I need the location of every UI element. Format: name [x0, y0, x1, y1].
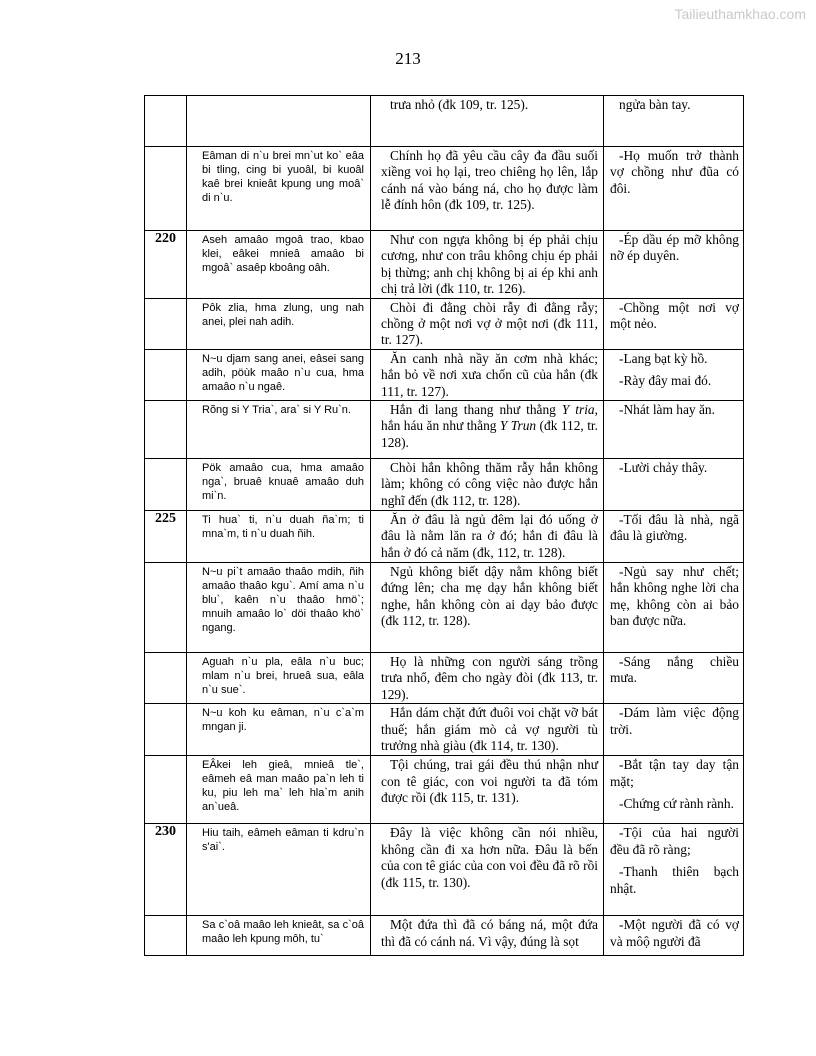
original-text: N~u koh ku eâman, n`u c`a`m mngan ji.: [187, 704, 371, 756]
translation-text: Chính họ đã yêu cầu cây đa đầu suối xiềng voi họ lại, treo chiêng họ lên, lắp cánh ná vào báng ná, cho họ được làm lễ đính hôn (đk 109, tr. 125).: [371, 147, 604, 231]
table-row: [145, 916, 744, 956]
translation-text: [371, 401, 604, 459]
original-text: Aseh amaâo mgoâ trao, kbao klei, eâkei mnieâ amaâo bi mgoâ` asaêp kboâng oâh.: [187, 231, 371, 299]
translation-part-italic: Y tria: [561, 402, 595, 418]
equivalent-text: [604, 756, 744, 824]
translation-text: Tội chúng, trai gái đều thú nhận như con tê giác, con voi người ta đã tóm được rồi (đk 115, tr. 131).: [371, 756, 604, 824]
table-row: [145, 147, 744, 231]
row-number: [145, 96, 187, 147]
translation-text: Như con ngựa không bị ép phải chịu cương, như con trâu không chịu ép phải bị thừng; anh chị không bị ai ép khi anh chị trả lời (đk 110, tr. 126).: [371, 231, 604, 299]
equivalent-line: -Bắt tận tay day tận mặt;: [610, 757, 739, 789]
equivalent-line: -Chứng cứ rành rành.: [619, 796, 734, 812]
translation-text: Hắn dám chặt đứt đuôi voi chặt vỡ bát thuế; hắn giám mò cả vợ người tù trưởng nhà giàu (đk 114, tr. 130).: [371, 704, 604, 756]
translation-text: Một đứa thì đã có báng ná, một đứa thì đã có cánh ná. Vì vậy, đúng là sọt: [371, 916, 604, 956]
row-number: [145, 298, 187, 349]
table-row: [145, 824, 744, 916]
row-number: [145, 401, 187, 459]
row-number: [145, 756, 187, 824]
original-text: Sa c`oâ maâo leh knieât, sa c`oâ maâo leh kpung môh, tu`: [187, 916, 371, 956]
equivalent-line: -Tối đâu là nhà, ngã đâu là giường.: [610, 512, 739, 544]
table-row: [145, 298, 744, 349]
equivalent-line: -Tội của hai người đều đã rõ ràng;: [610, 825, 739, 857]
translation-text: Ăn canh nhà nầy ăn cơm nhà khác; hắn bỏ về nơi xưa chốn cũ của hắn (đk 111, tr. 127).: [371, 349, 604, 400]
equivalent-line: -Rày đây mai đó.: [619, 373, 712, 389]
equivalent-line: -Thanh thiên bạch nhật.: [610, 864, 739, 896]
row-number: [145, 459, 187, 511]
proverb-table: [144, 95, 744, 956]
table-row: [145, 349, 744, 400]
original-text: Pôk zlia, hma zlung, ung nah anei, plei nah adih.: [187, 298, 371, 349]
translation-text: Ăn ở đâu là ngủ đêm lại đó uống ở đâu là nằm lăn ra ở đó; hắn đi đâu là hắn ở đó cả năm (đk, 112, tr. 128).: [371, 511, 604, 563]
equivalent-text: [604, 401, 744, 459]
equivalent-line: -Nhát làm hay ăn.: [619, 402, 715, 418]
row-number: [145, 563, 187, 653]
translation-text: Đây là việc không cần nói nhiều, không cần đi xa hơn nữa. Đâu là bến của con tê giác của con voi đều đã rõ rồi (đk 115, tr. 130).: [371, 824, 604, 916]
equivalent-text: [604, 231, 744, 299]
equivalent-line: -Lang bạt kỳ hồ.: [619, 350, 708, 366]
translation-text: Ngủ không biết dậy nằm không biết đứng lên; cha mẹ dạy hắn không biết nghe, hắn không còn ai dạy bảo được (đk 112, tr. 128).: [371, 563, 604, 653]
original-text: Eâman di n`u brei mn`ut ko` eâa bi tling, cing bi yuoâl, bi kuoâl kaê brei knieât kpung ung moâ` di n`u.: [187, 147, 371, 231]
table-row: [145, 401, 744, 459]
equivalent-text: [604, 147, 744, 231]
row-number: [145, 147, 187, 231]
table-row: [145, 459, 744, 511]
equivalent-line: -Chồng một nơi vợ một nẻo.: [610, 299, 739, 332]
translation-part: , hắn háu ăn như thằng: [381, 402, 598, 434]
translation-part: (đk 112, tr. 128).: [381, 418, 598, 450]
equivalent-line: -Ép dầu ép mỡ không nỡ ép duyên.: [610, 232, 739, 264]
equivalent-text: [604, 511, 744, 563]
original-text: Aguah n`u pla, eâla n`u buc; mlam n`u brei, hrueâ sua, eâla n`u sue`.: [187, 653, 371, 704]
equivalent-text: [604, 349, 744, 400]
equivalent-line: -Một người đã có vợ và môộ người đã: [610, 917, 739, 949]
equivalent-text: [604, 916, 744, 956]
equivalent-line: -Họ muốn trở thành vợ chồng như đũa có đôi.: [610, 148, 739, 196]
equivalent-line: -Lười chảy thây.: [619, 460, 708, 476]
row-number: 225: [145, 511, 187, 563]
equivalent-text: [604, 653, 744, 704]
translation-text: Họ là những con người sáng trồng trưa nhổ, đêm cho ngày đòi (đk 113, tr. 129).: [371, 653, 604, 704]
translation-text: Chòi đi đằng chòi rẫy đi đằng rẫy; chồng ở một nơi vợ ở một nơi (đk 111, tr. 127).: [371, 298, 604, 349]
row-number: [145, 349, 187, 400]
equivalent-text: [604, 704, 744, 756]
equivalent-text: [604, 96, 744, 147]
table-row: [145, 756, 744, 824]
table-row: [145, 231, 744, 299]
row-number: [145, 653, 187, 704]
equivalent-text: [604, 298, 744, 349]
table-row: [145, 511, 744, 563]
equivalent-line: -Dám làm việc động trời.: [610, 705, 739, 737]
table-row: [145, 96, 744, 147]
page-number: 213: [395, 49, 421, 68]
equivalent-line: ngửa bàn tay.: [619, 97, 691, 112]
equivalent-line: -Sáng nắng chiều mưa.: [610, 654, 739, 686]
equivalent-line: -Ngủ say như chết; hắn không nghe lời cha mẹ, không còn ai bảo ban được nữa.: [610, 564, 739, 629]
equivalent-text: [604, 563, 744, 653]
row-number: 230: [145, 824, 187, 916]
original-text: Rõng si Y Tria`, ara` si Y Ru`n.: [187, 401, 371, 459]
original-text: N~u pi`t amaâo thaâo mdih, ñih amaâo thaâo kgu`. Amí ama n`u blu`, kaên n`u thaâo hmö`; mnuih amaâo lo` döi thaâo khö` ngang.: [187, 563, 371, 653]
table-row: [145, 704, 744, 756]
watermark: Tailieuthamkhao.com: [674, 6, 806, 22]
row-number: [145, 916, 187, 956]
table-row: [145, 653, 744, 704]
original-text: [187, 96, 371, 147]
translation-part-italic: Y Trun: [499, 418, 537, 434]
equivalent-text: [604, 459, 744, 511]
row-number: 220: [145, 231, 187, 299]
original-text: EÂkei leh gieâ, mnieâ tle`, eâmeh eâ man maâo pa`n leh ti ku, piu leh ma` leh hla`m anih an`ueâ.: [187, 756, 371, 824]
original-text: N~u djam sang anei, eâsei sang adih, pöùk maâo n`u cua, hma amaâo n`u ngaê.: [187, 349, 371, 400]
original-text: Pök amaâo cua, hma amaâo nga`, bruaê knuaê amaâo duh mi`n.: [187, 459, 371, 511]
table-row: [145, 563, 744, 653]
translation-part: Hắn đi lang thang như thằng: [390, 402, 562, 418]
equivalent-text: [604, 824, 744, 916]
row-number: [145, 704, 187, 756]
original-text: Hiu taih, eâmeh eâman ti kdru`n s'ai`.: [187, 824, 371, 916]
translation-text: trưa nhỏ (đk 109, tr. 125).: [371, 96, 604, 147]
original-text: Ti hua` ti, n`u duah ña`m; ti mna`m, ti n`u duah ñih.: [187, 511, 371, 563]
translation-text: Chòi hắn không thăm rẫy hắn không làm; không có công việc nào được hắn nghĩ đến (đk 112, tr. 128).: [371, 459, 604, 511]
